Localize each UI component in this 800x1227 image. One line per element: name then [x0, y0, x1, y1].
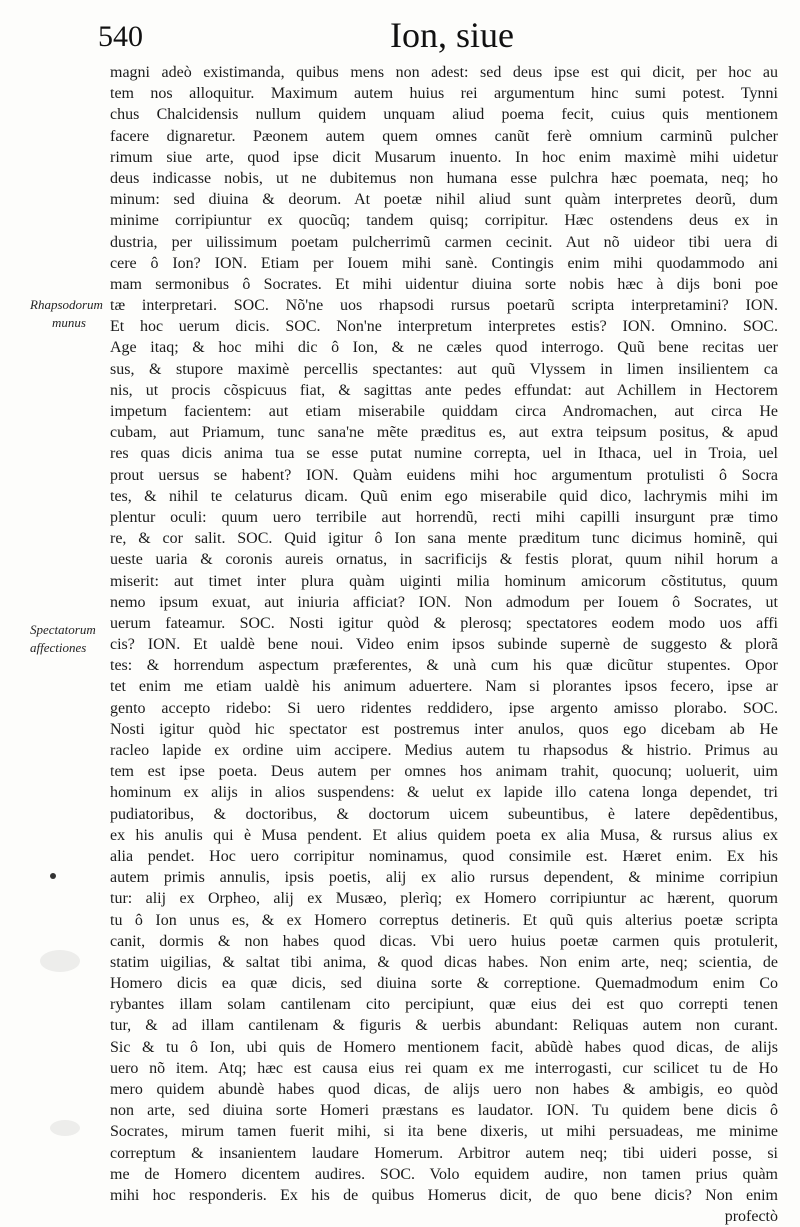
text-line: dustria, per uilissimum poetam pulcherrimũ carmen cecinit. Aut nõ uideor tibi uera di	[110, 233, 778, 251]
text-line: deus indicasse nobis, ut ne dubitemus non humana esse pulchra hæc poemata, neq; ho	[110, 169, 778, 187]
text-line: alia pendet. Hoc uero corripitur nominamus, quod consimile est. Hæret enim. Ex his	[110, 847, 778, 865]
text-line: rybantes illam solam cantilenam cito percipiunt, quæ eius dei est quo correpti tenen	[110, 996, 778, 1014]
text-line: plentur oculi: quum uero terribile aut horrendũ, recti mihi capilli insurgunt præ timo	[110, 508, 778, 526]
margin-note-line: munus	[52, 315, 86, 330]
paper-stain	[50, 1120, 80, 1136]
text-line: pudiatoribus, & doctoribus, & doctorum uicem subeuntibus, è latere depẽdentibus,	[110, 805, 778, 823]
text-line: cubam, aut Priamum, tunc sana'ne mẽte præditus es, aut extra teipsum positus, & apud	[110, 424, 778, 442]
text-line: facere dignaretur. Pæonem autem quem omnes canũt ferè omnium carminũ pulcher	[110, 127, 778, 145]
text-line: profectò	[724, 1208, 778, 1226]
text-line: nis, ut procis cõspicuus fiat, & sagittas ante pedes effundat: aut Achillem in Hectorem	[110, 381, 778, 399]
body-text	[110, 62, 778, 1227]
text-line: mam sermonibus ô Socrates. Et mihi uidentur diuina sorte nobis hæc à dijs boni poe	[110, 275, 778, 293]
text-line: Age itaq; & hoc mihi dic ô Ion, & ne cæles quod interrogo. Quũ bene recitas uer	[110, 339, 778, 357]
text-line: re, & cor salit. SOC. Quid igitur ô Ion sana mente præditum tunc dicimus hominẽ, qui	[110, 530, 778, 548]
text-line: tem nos alloquitur. Maximum autem huius rei argumentum hinc sumi potest. Tynni	[110, 85, 778, 103]
text-line: tet enim me etiam ualdè his animum aduertere. Nam si plorantes ipsos fecero, ipse ar	[110, 678, 778, 696]
ink-spot	[50, 873, 56, 879]
text-line: ueste uaria & coronis aureis ornatus, in sacrificijs & festis plorat, quum nihil horum a	[110, 551, 778, 569]
text-line: cere ô Ion? ION. Etiam per Iouem mihi sanè. Contingis enim mihi quodammodo ani	[110, 254, 778, 272]
text-line: tes: & horrendum aspectum præferentes, & unà cum his quæ dicũtur stupentes. Opor	[110, 657, 778, 675]
text-line: uero nõ item. Atq; hæc est causa eius rei quam ex me interrogasti, cur scilicet tu de Ho	[110, 1059, 778, 1077]
text-line: autem primis annulis, ipsis poetis, alij ex alio rursus dependent, & minime corripiun	[110, 869, 778, 887]
margin-note-line: affectiones	[30, 640, 87, 655]
text-line: res quas dicis anima tua se esse putat numine correpta, uel in Ithaca, uel in Troia, uel	[110, 445, 778, 463]
text-line: sus, & stupore maximè percellis spectantes: aut quũ Vlyssem in limen insilientem ca	[110, 360, 778, 378]
text-line: tur, & ad illam cantilenam & figuris & uerbis abundant: Reliquas autem non curant.	[110, 1017, 778, 1035]
text-line: mero quidem abundè habes quod dicas, de alijs uero non habes & ambigis, eo quòd	[110, 1081, 778, 1098]
paper-stain	[40, 950, 80, 972]
text-line: Et hoc uerum dicis. SOC. Non'ne interpretum interpretes estis? ION. Omnino. SOC.	[110, 318, 778, 336]
text-line: tu ô Ion unus es, & ex Homero correptus detineris. Et quũ quis alterius poetæ scripta	[110, 911, 778, 929]
text-line: cis? ION. Et ualdè bene noui. Video enim ipsos subinde supernè de suggesto & plorã	[110, 636, 778, 654]
text-line: Socrates, mirum tamen fuerit mihi, si ita bene dixeris, ut mihi persuadeas, me minime	[110, 1123, 778, 1141]
text-line: hominum ex alijs in alios suspendens: & uelut ex lapide illo catena longa dependet, tri	[110, 784, 778, 802]
margin-note-rhapsodorum	[30, 296, 108, 332]
text-line: non arte, sed diuina sorte Homeri præstans es laudator. ION. Tu quidem bene dicis ô	[110, 1102, 778, 1120]
text-line: tem est ipse poeta. Deus autem per omnes hos animam trahit, quocunq; uoluerit, uim	[110, 763, 778, 781]
text-line: Nosti igitur quòd hic spectator est postremus inter anulos, quos ego dicebam ab He	[110, 720, 778, 738]
margin-note-line: Rhapsodorum	[30, 297, 103, 312]
text-line: statim uigilias, & saltat tibi anima, & quod dicas habes. Non enim arte, neq; scientia, de	[110, 953, 778, 971]
text-line: impetum facientem: aut etiam miserabile quiddam circa Andromachen, aut circa He	[110, 403, 778, 420]
text-line: Sic & tu ô Ion, ubi quis de Homero mentionem facit, abũdè habes quod dicas, de alijs	[110, 1038, 778, 1056]
text-line: magni adeò existimanda, quibus mens non adest: sed deus ipse est qui dicit, per hoc au	[110, 64, 778, 81]
text-line: ex his anulis qui è Musa pendent. Et alius quidem poeta ex alia Musa, & rursus alius ex	[110, 826, 778, 844]
text-line: Homero dicis ea quæ dicis, sed diuina sorte & correptione. Quemadmodum enim Co	[110, 975, 778, 993]
text-line: correptum & insanientem laudare Homerum. Arbitror autem neq; tibi uideri posse, si	[110, 1144, 778, 1162]
text-line: me de Homero dicentem audires. SOC. Volo equidem audire, non tamen prius quàm	[110, 1165, 778, 1183]
running-title: Ion, siue	[390, 15, 514, 55]
text-line: nemo ipsum exuat, aut iniuria afficiat? ION. Non admodum per Iouem ô Socrates, ut	[110, 593, 778, 611]
text-line: tes, & nihil te celaturus dicam. Quũ enim ego miserabile quid dico, lachrymis mihi im	[110, 487, 778, 505]
text-line: minum: sed diuina & deorum. At poetæ nihil aliud sunt quàm interpretes deorũ, dum	[110, 191, 778, 209]
text-line: tæ interpretari. SOC. Nõ'ne uos rhapsodi rursus poetarũ scripta interpretamini? ION.	[110, 297, 778, 315]
text-line: chus Chalcidensis nullum quidem unquam aliud poema fecit, cuius quis mentionem	[110, 106, 778, 124]
text-line: racleo lapide ex ordine uim accipere. Medius autem tu rhapsodus & histrio. Primus au	[110, 742, 778, 759]
margin-note-line: Spectatorum	[30, 622, 96, 637]
text-line: mihi hoc responderis. Ex his de quibus Homerus dicit, de quo bene dicis? Non enim	[110, 1186, 778, 1204]
text-line: canit, dormis & non habes quod dicas. Vbi uero huius poetæ carmen quis protulerit,	[110, 932, 778, 950]
text-line: uerum fateamur. SOC. Nosti igitur quòd & plerosq; spectatores eodem modo uos affi	[110, 614, 778, 632]
text-line: prout uersus se habent? ION. Quàm euidens mihi hoc argumentum protulisti ô Socra	[110, 466, 778, 484]
margin-note-spectatorum	[30, 621, 108, 657]
text-line: minime corripiuntur ex quocũq; tandem quisq; corripitur. Hæc ostendens deus ex in	[110, 212, 778, 230]
text-line: gento accepto ridebo: Si uero ridentes reddidero, ipse argento amisso plorabo. SOC.	[110, 699, 778, 717]
text-line: tur: alij ex Orpheo, alij ex Musæo, plerìq; ex Homero corripiuntur ac hærent, quorum	[110, 890, 778, 908]
page-number: 540	[98, 20, 143, 53]
text-line: miserit: aut timet inter plura quàm uiginti milia hominum amicorum cõstitutus, quum	[110, 572, 778, 590]
text-line: rimum siue arte, quod ipse dicit Musarum inuento. In hoc enim maximè mihi uidetur	[110, 148, 778, 166]
